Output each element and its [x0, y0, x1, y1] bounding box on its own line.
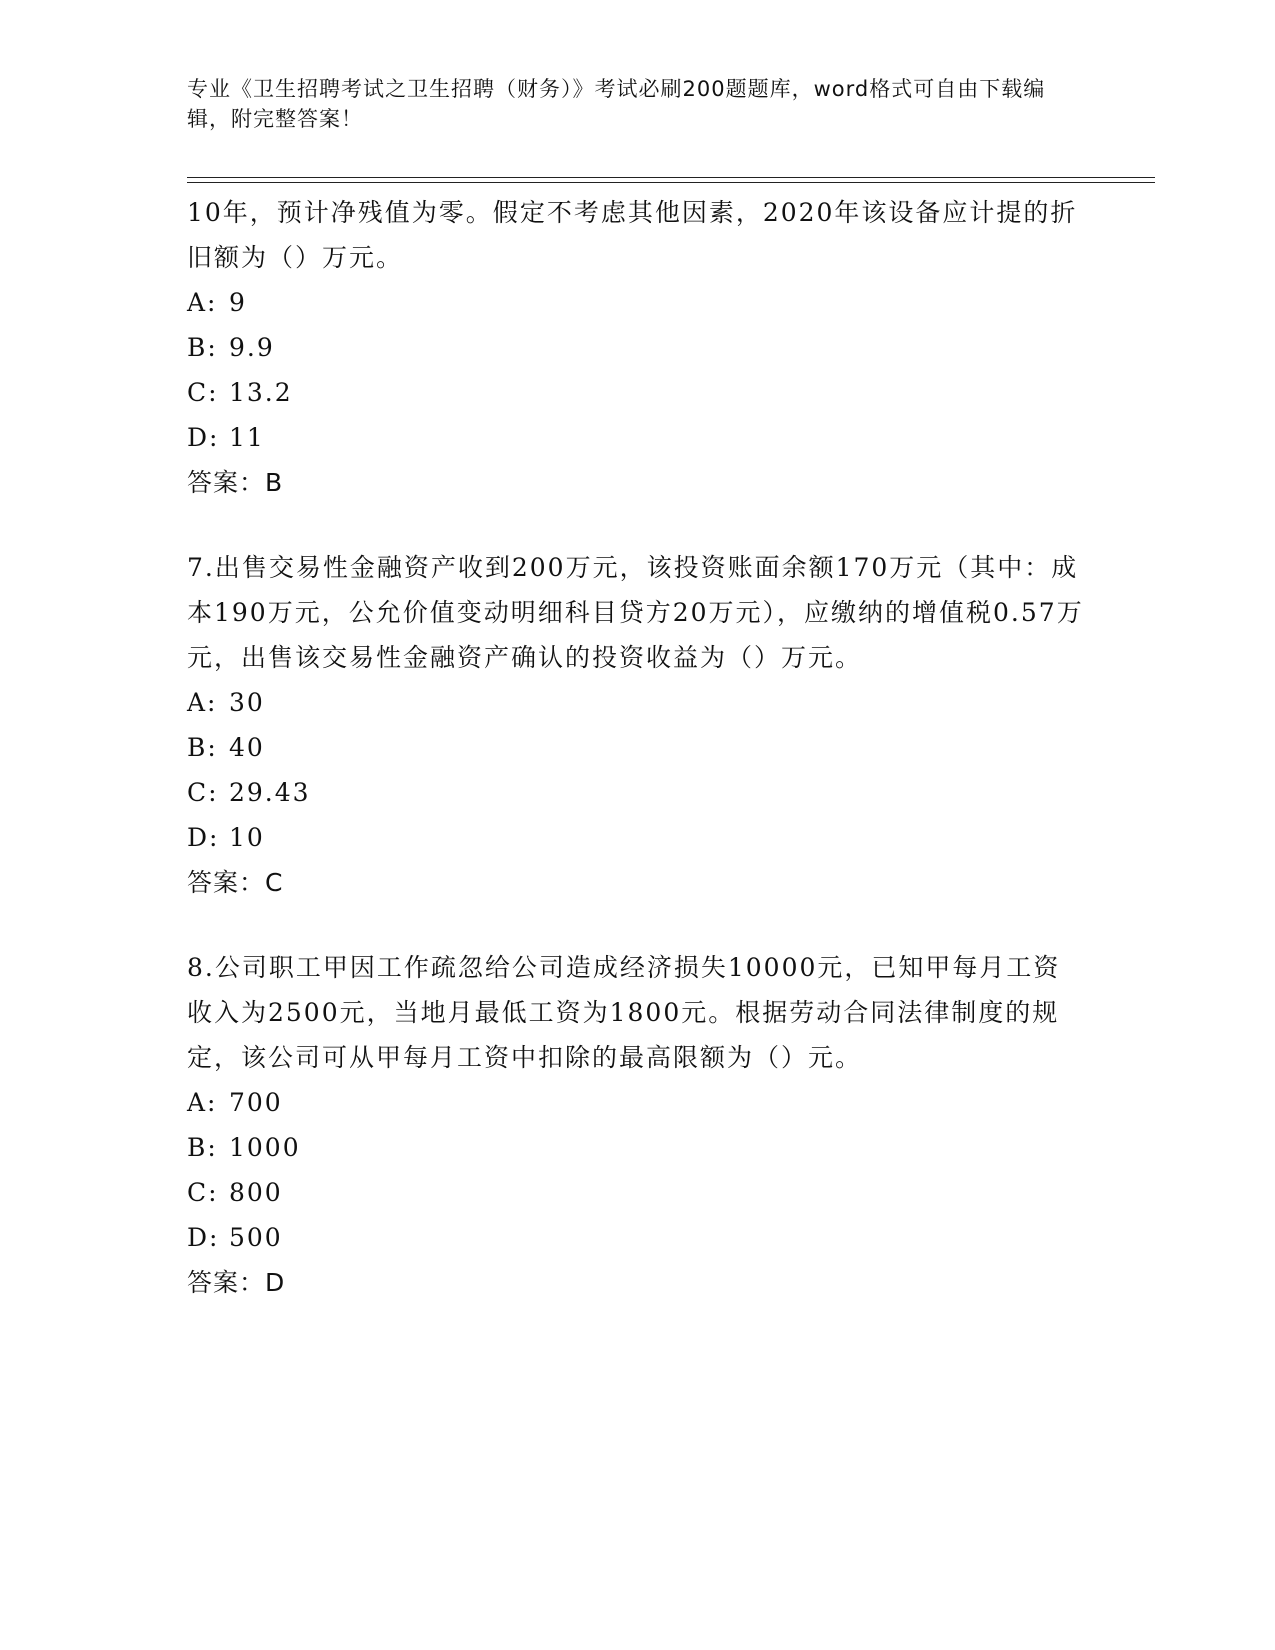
question-stem: 8.公司职工甲因工作疏忽给公司造成经济损失10000元，已知甲每月工资收入为2500元，当地月最低工资为1800元。根据劳动合同法律制度的规定，该公司可从甲每月工资中扣除的最高限额为（）元。	[187, 953, 1061, 1072]
answer-line: 答案：C	[187, 868, 284, 897]
option-value: 10	[229, 823, 265, 852]
option-b	[187, 325, 1087, 370]
option-letter: D:	[187, 823, 220, 852]
option-list	[187, 680, 1087, 860]
option-letter: A:	[187, 288, 218, 317]
header-divider-bottom	[187, 182, 1155, 183]
option-letter: B:	[187, 733, 218, 762]
option-letter: C:	[187, 778, 219, 807]
option-letter: D:	[187, 1223, 220, 1252]
option-value: 1000	[229, 1133, 301, 1162]
option-c	[187, 770, 1087, 815]
option-c	[187, 1170, 1087, 1215]
option-letter: D:	[187, 423, 220, 452]
question-stem: 10年，预计净残值为零。假定不考虑其他因素，2020年该设备应计提的折旧额为（）万元。	[187, 198, 1078, 272]
option-value: 29.43	[229, 778, 311, 807]
question-item	[187, 190, 1087, 505]
option-a	[187, 280, 1087, 325]
option-value: 9	[229, 288, 247, 317]
option-d	[187, 815, 1087, 860]
option-value: 11	[229, 423, 265, 452]
header-divider-top	[187, 177, 1155, 178]
option-d	[187, 1215, 1087, 1260]
question-item	[187, 945, 1087, 1305]
option-value: 9.9	[229, 333, 275, 362]
answer-line: 答案：B	[187, 468, 284, 497]
option-value: 13.2	[229, 378, 293, 407]
question-item	[187, 545, 1087, 905]
option-a	[187, 1080, 1087, 1125]
option-value: 30	[229, 688, 265, 717]
option-letter: C:	[187, 378, 219, 407]
option-value: 40	[229, 733, 265, 762]
option-letter: A:	[187, 688, 218, 717]
document-header: 专业《卫生招聘考试之卫生招聘（财务）》考试必刷200题题库，word格式可自由下载编辑，附完整答案！	[187, 77, 1046, 131]
option-letter: B:	[187, 333, 218, 362]
option-list	[187, 280, 1087, 460]
option-d	[187, 415, 1087, 460]
option-b	[187, 725, 1087, 770]
option-letter: A:	[187, 1088, 218, 1117]
question-stem: 7.出售交易性金融资产收到200万元，该投资账面余额170万元（其中：成本190万元，公允价值变动明细科目贷方20万元），应缴纳的增值税0.57万元，出售该交易性金融资产确认的投资收益为（）万元。	[187, 553, 1084, 672]
option-value: 800	[229, 1178, 283, 1207]
answer-line: 答案：D	[187, 1268, 286, 1297]
question-list	[187, 190, 1087, 1305]
option-b	[187, 1125, 1087, 1170]
option-list	[187, 1080, 1087, 1260]
option-value: 700	[229, 1088, 283, 1117]
option-a	[187, 680, 1087, 725]
option-c	[187, 370, 1087, 415]
option-letter: C:	[187, 1178, 219, 1207]
option-value: 500	[229, 1223, 283, 1252]
option-letter: B:	[187, 1133, 218, 1162]
